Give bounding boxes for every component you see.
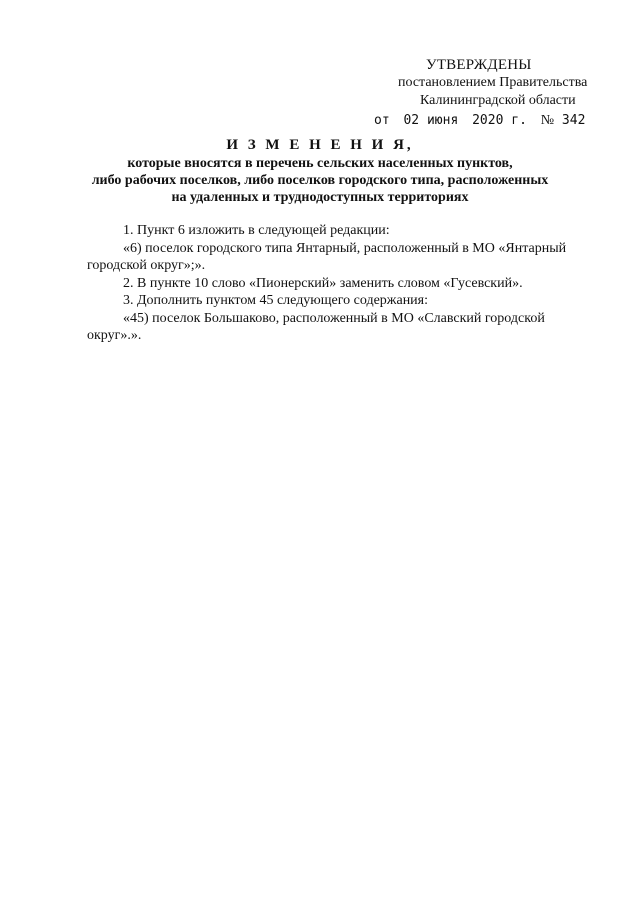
document-heading — [60, 135, 580, 206]
subtitle-line-2: либо рабочих поселков, либо поселков городского типа, расположенных — [91, 173, 549, 188]
document-body — [87, 222, 597, 345]
paragraph-2: «6) поселок городского типа Янтарный, расположенный в МО «Янтарный городской округ»;». — [87, 240, 567, 273]
approved-region: Калининградской области — [420, 93, 576, 108]
approval-block — [360, 56, 600, 130]
paragraph-5: «45) поселок Большаково, расположенный в МО «Славский городской округ».». — [87, 310, 545, 343]
approval-date-line — [360, 112, 600, 130]
approved-label: УТВЕРЖДЕНЫ — [426, 57, 532, 73]
number-sign: № — [540, 113, 555, 128]
paragraph-3: 2. В пункте 10 слово «Пионерский» заменить словом «Гусевский». — [123, 275, 523, 291]
paragraph-4: 3. Дополнить пунктом 45 следующего содержания: — [123, 293, 429, 308]
date-value: 02 июня — [403, 113, 459, 128]
date-prefix: от — [374, 113, 390, 128]
date-year: 2020 г. — [472, 113, 527, 128]
approved-by: постановлением Правительства — [398, 75, 588, 90]
paragraph-1: 1. Пункт 6 изложить в следующей редакции: — [123, 223, 390, 238]
decree-number: 342 — [561, 113, 586, 128]
subtitle-line-3: на удаленных и труднодоступных территориях — [171, 190, 469, 205]
subtitle-line-1: которые вносятся в перечень сельских населенных пунктов, — [127, 156, 513, 171]
document-title: И З М Е Н Е Н И Я, — [226, 137, 414, 153]
